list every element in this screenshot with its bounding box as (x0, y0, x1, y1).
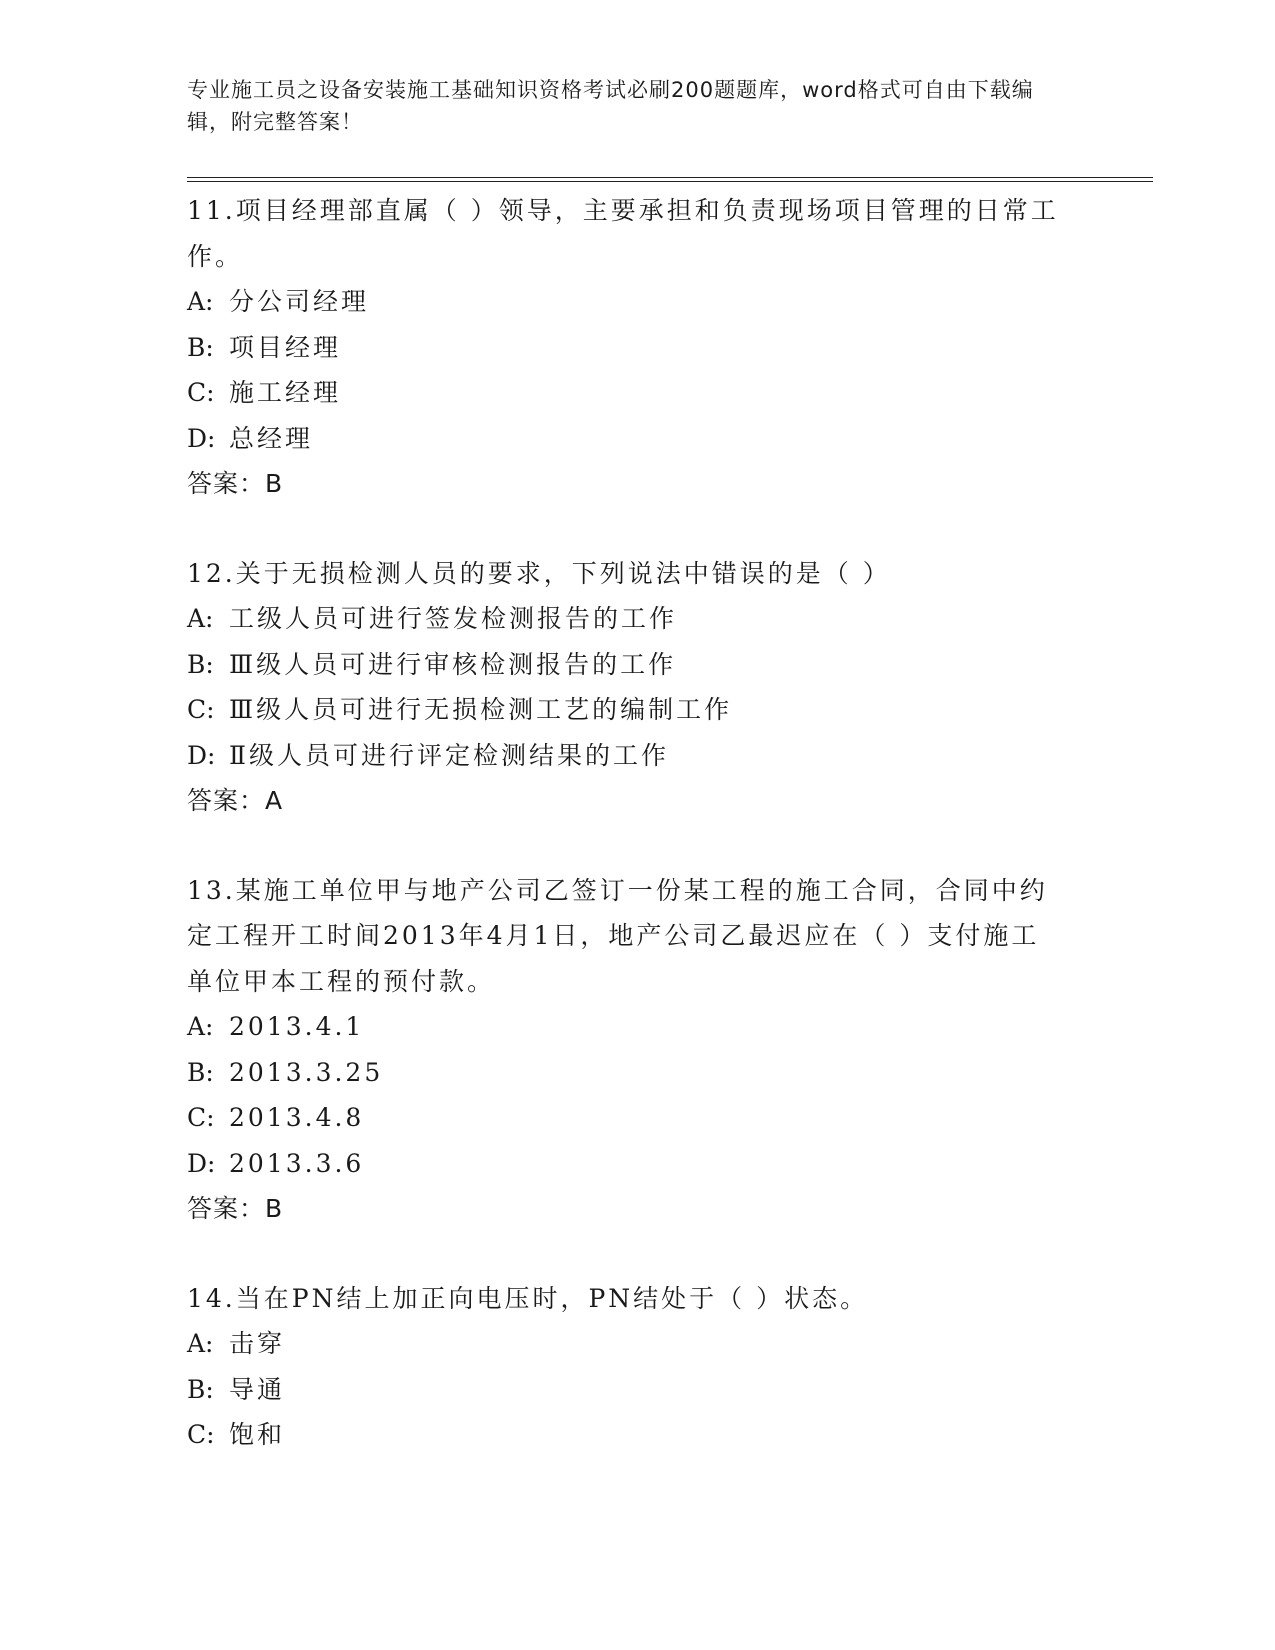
option-text: 项目经理 (229, 332, 342, 362)
option-d (187, 1141, 1067, 1187)
option-text: 导通 (229, 1374, 286, 1404)
option-label: A: (187, 604, 214, 633)
option-text: 施工经理 (229, 378, 342, 407)
answer-line: 答案：A (187, 786, 284, 815)
option-c (187, 1095, 1067, 1141)
option-label: B: (187, 649, 214, 679)
option-text: 2013.4.1 (229, 1012, 365, 1041)
option-text: 2013.3.25 (229, 1057, 384, 1087)
option-text: Ⅲ级人员可进行审核检测报告的工作 (229, 649, 677, 679)
option-label: B: (187, 1374, 214, 1404)
option-label: C: (187, 1420, 215, 1449)
option-label: A: (187, 287, 214, 316)
option-a (187, 279, 1067, 325)
option-b (187, 642, 1067, 688)
option-label: C: (187, 378, 215, 407)
option-label: D: (187, 423, 216, 453)
answer-line: 答案：B (187, 1194, 284, 1223)
option-c (187, 370, 1067, 416)
option-b (187, 325, 1067, 371)
question-stem: 13.某施工单位甲与地产公司乙签订一份某工程的施工合同，合同中约定工程开工时间2013年4月1日，地产公司乙最迟应在（ ）支付施工单位甲本工程的预付款。 (187, 875, 1048, 996)
header-divider-top (187, 177, 1153, 178)
option-a (187, 1004, 1067, 1050)
option-text: 2013.4.8 (229, 1103, 365, 1132)
option-a (187, 1321, 1067, 1367)
option-label: D: (187, 1148, 216, 1178)
option-text: 饱和 (229, 1420, 286, 1449)
option-c (187, 687, 1067, 733)
option-text: 总经理 (229, 423, 314, 453)
option-b (187, 1367, 1067, 1413)
document-header: 专业施工员之设备安装施工基础知识资格考试必刷200题题库，word格式可自由下载编辑，附完整答案！ (187, 78, 1034, 134)
option-label: B: (187, 332, 214, 362)
option-text: 工级人员可进行签发检测报告的工作 (229, 604, 678, 633)
option-text: 2013.3.6 (229, 1148, 365, 1178)
option-d (187, 733, 1067, 779)
option-text: 分公司经理 (229, 287, 370, 316)
option-c (187, 1412, 1067, 1458)
question-stem: 11.项目经理部直属（ ）领导，主要承担和负责现场项目管理的日常工作。 (187, 196, 1059, 271)
question-stem: 14.当在PN结上加正向电压时，PN结处于（ ）状态。 (187, 1283, 869, 1313)
option-a (187, 596, 1067, 642)
question-stem: 12.关于无损检测人员的要求，下列说法中错误的是（ ） (187, 558, 891, 588)
question-14 (187, 1276, 1067, 1458)
option-text: Ⅱ级人员可进行评定检测结果的工作 (229, 740, 669, 770)
question-12 (187, 551, 1067, 824)
option-label: D: (187, 740, 216, 770)
question-13 (187, 868, 1067, 1232)
option-text: 击穿 (229, 1329, 286, 1358)
question-11 (187, 188, 1067, 507)
option-text: Ⅲ级人员可进行无损检测工艺的编制工作 (229, 695, 733, 724)
option-label: C: (187, 1103, 215, 1132)
option-label: A: (187, 1329, 214, 1358)
answer-line: 答案：B (187, 469, 284, 498)
option-b (187, 1050, 1067, 1096)
option-d (187, 416, 1067, 462)
header-divider-bottom (187, 181, 1153, 182)
option-label: B: (187, 1057, 214, 1087)
question-list (187, 188, 1067, 1502)
option-label: A: (187, 1012, 214, 1041)
option-label: C: (187, 695, 215, 724)
